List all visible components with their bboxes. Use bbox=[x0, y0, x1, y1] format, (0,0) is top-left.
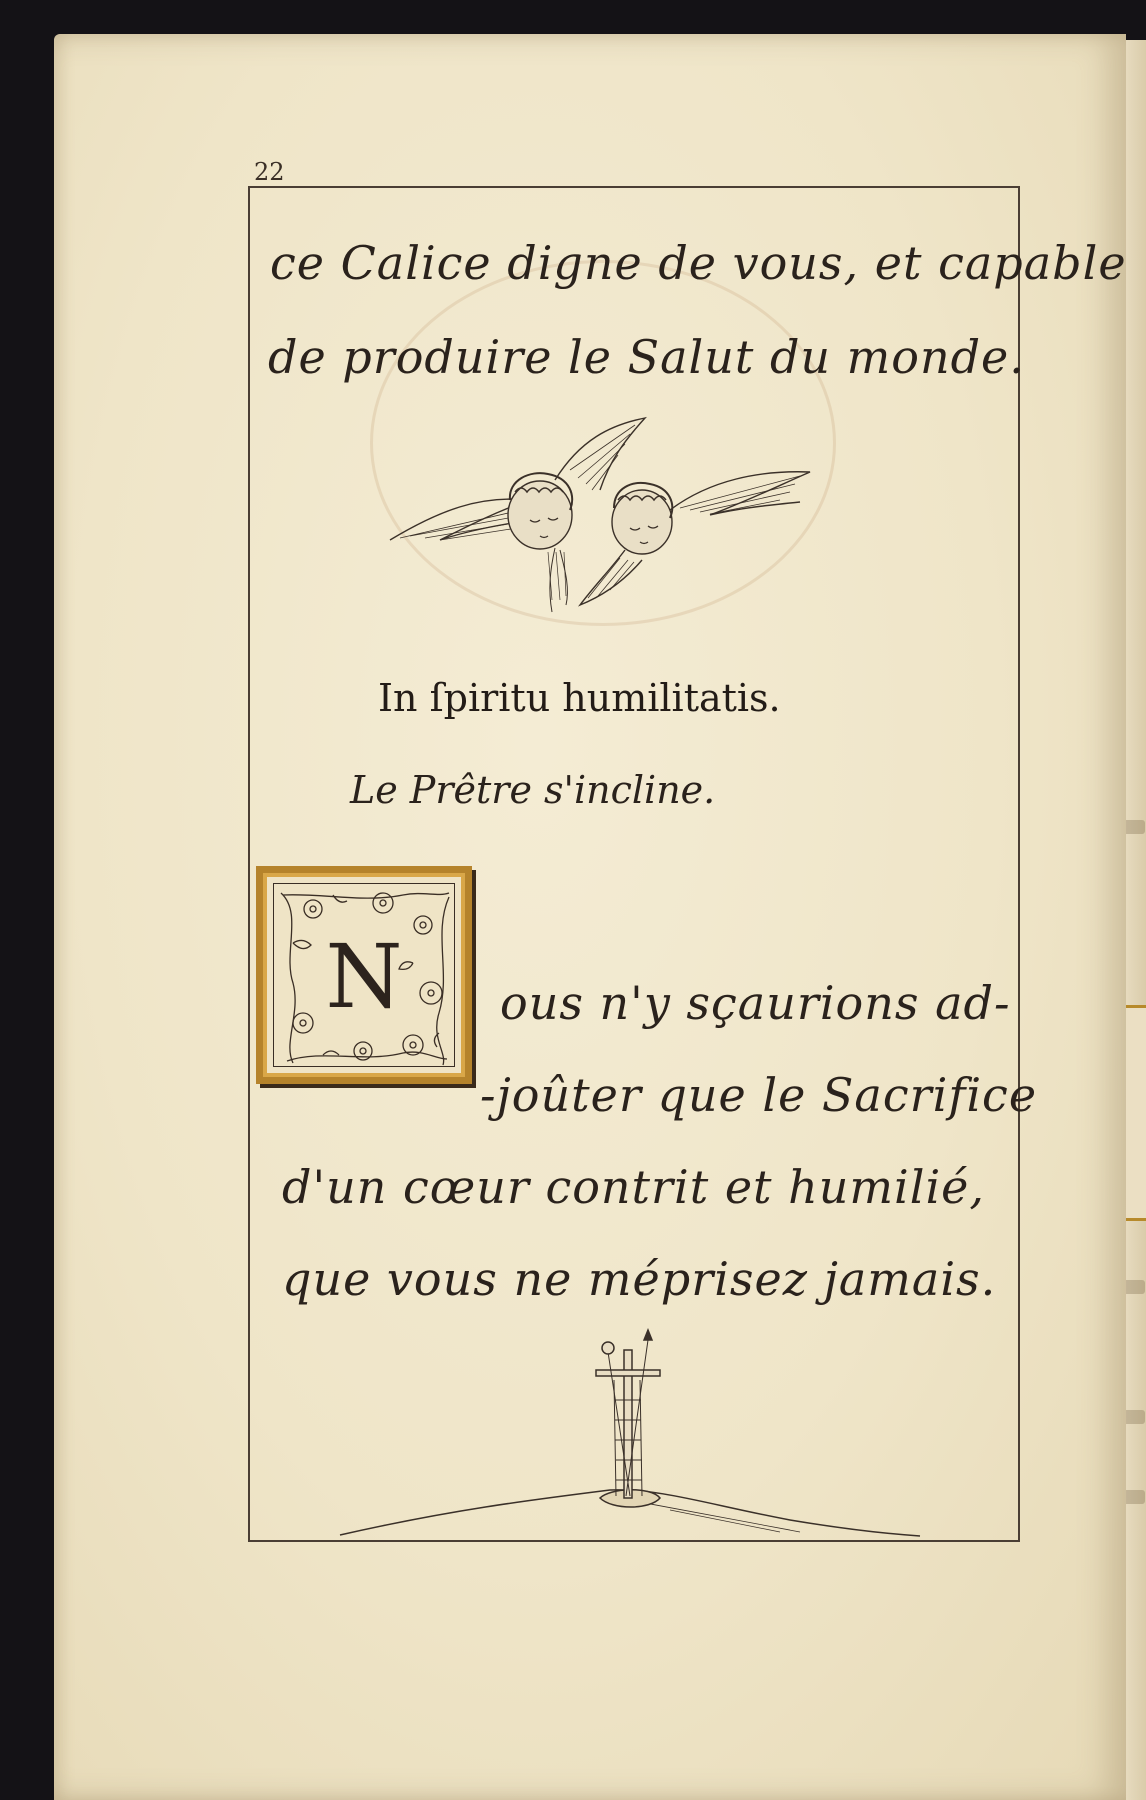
body-line-4: que vous ne méprisez jamais. bbox=[282, 1252, 997, 1306]
illuminated-initial bbox=[256, 866, 472, 1084]
text-line-1: ce Calice digne de vous, et capable bbox=[270, 236, 1127, 290]
body-line-3: d'un cœur contrit et humilié, bbox=[282, 1160, 986, 1214]
text-line-2: de produire le Salut du monde. bbox=[268, 330, 1025, 384]
latin-caption: In ſpiritu humilitatis. bbox=[378, 676, 781, 720]
initial-letter: N bbox=[325, 925, 403, 1028]
body-line-1: ous n'y sçaurions ad- bbox=[500, 976, 1011, 1030]
rubric-instruction: Le Prêtre s'incline. bbox=[350, 768, 716, 812]
cross-on-mound-illustration bbox=[330, 1320, 930, 1540]
cherubs-illustration bbox=[380, 400, 830, 620]
page-number: 22 bbox=[254, 158, 285, 186]
body-line-2: -joûter que le Sacrifice bbox=[480, 1068, 1038, 1122]
